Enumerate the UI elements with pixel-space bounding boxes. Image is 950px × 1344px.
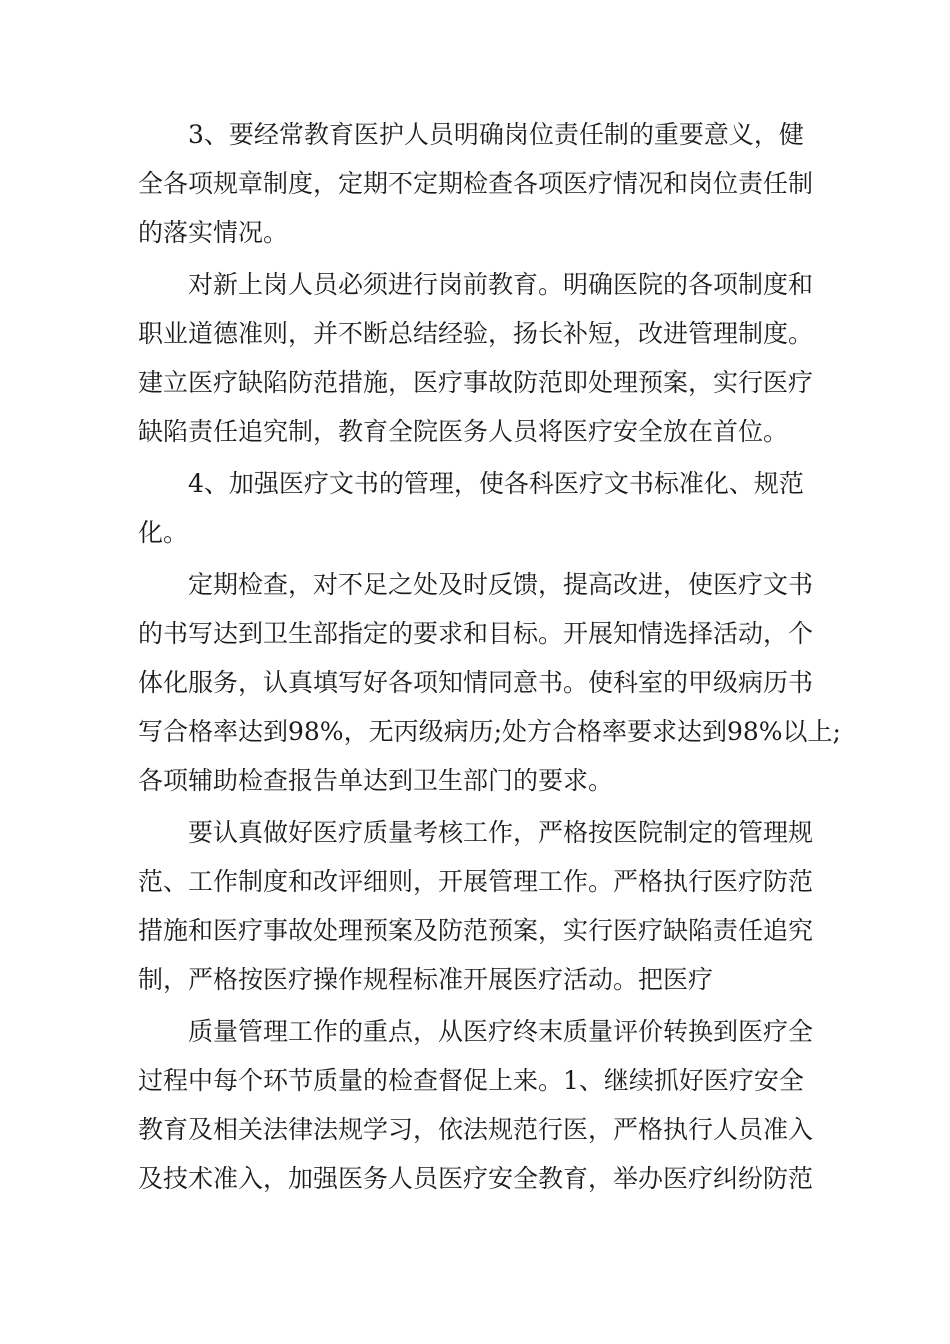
paragraph-1 [138,110,838,257]
text-line: 教育及相关法律法规学习，依法规范行医，严格执行人员准入 [138,1115,814,1144]
text-line: 范、工作制度和改评细则，开展管理工作。严格执行医疗防范 [138,867,814,896]
paragraph-3 [138,459,838,557]
document-body [138,110,841,1203]
text-line: 写合格率达到98%，无丙级病历;处方合格率要求达到98%以上; [138,717,841,746]
text-line: 定期检查，对不足之处及时反馈，提高改进，使医疗文书 [188,570,814,599]
paragraph-2 [138,260,838,456]
text-line: 对新上岗人员必须进行岗前教育。明确医院的各项制度和 [188,270,814,299]
text-line: 建立医疗缺陷防范措施，医疗事故防范即处理预案，实行医疗 [138,368,814,397]
text-line: 4、加强医疗文书的管理，使各科医疗文书标准化、规范 [188,469,804,498]
text-line: 要认真做好医疗质量考核工作，严格按医院制定的管理规 [188,818,814,847]
text-line: 全各项规章制度，定期不定期检查各项医疗情况和岗位责任制 [138,169,814,198]
text-line: 3、要经常教育医护人员明确岗位责任制的重要意义，健 [188,120,804,149]
text-line: 职业道德准则，并不断总结经验，扬长补短，改进管理制度。 [138,319,814,348]
text-line: 化。 [138,518,189,547]
text-line: 措施和医疗事故处理预案及防范预案，实行医疗缺陷责任追究 [138,916,814,945]
text-line: 制，严格按医疗操作规程标准开展医疗活动。把医疗 [138,965,714,994]
text-line: 各项辅助检查报告单达到卫生部门的要求。 [138,766,614,795]
text-line: 及技术准入，加强医务人员医疗安全教育，举办医疗纠纷防范 [138,1164,814,1193]
text-line: 缺陷责任追究制，教育全院医务人员将医疗安全放在首位。 [138,417,789,446]
paragraph-4 [138,560,841,805]
text-line: 的落实情况。 [138,218,289,247]
paragraph-6 [138,1007,838,1203]
text-line: 体化服务，认真填写好各项知情同意书。使科室的甲级病历书 [138,668,814,697]
paragraph-5 [138,808,838,1004]
text-line: 过程中每个环节质量的检查督促上来。1、继续抓好医疗安全 [138,1066,804,1095]
text-line: 的书写达到卫生部指定的要求和目标。开展知情选择活动，个 [138,619,814,648]
text-line: 质量管理工作的重点，从医疗终末质量评价转换到医疗全 [188,1017,814,1046]
